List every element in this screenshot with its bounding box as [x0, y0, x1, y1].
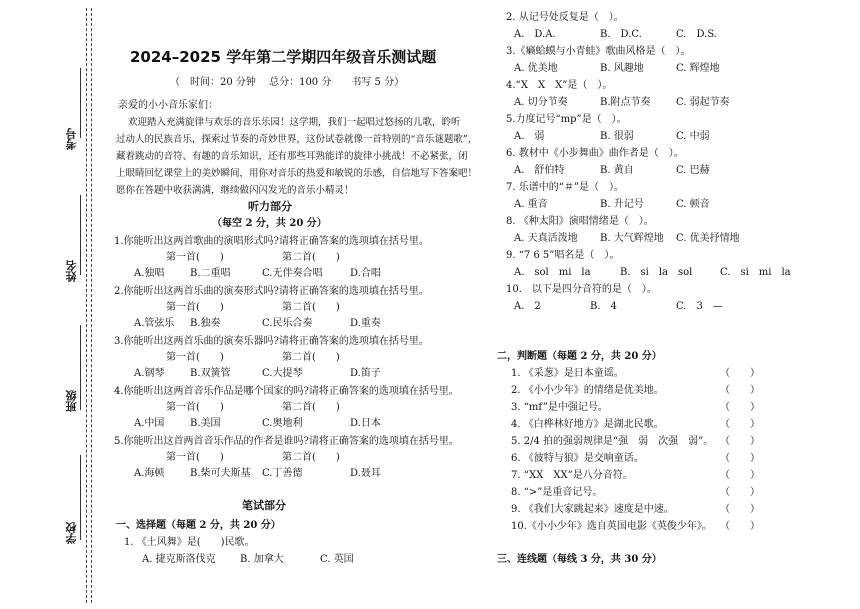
- choice-option[interactable]: C. 3 —: [676, 301, 723, 312]
- listening-question: 3.你能听出这两首乐曲的演奏乐器吗?请将正确答案的选项填在括号里。: [114, 336, 429, 347]
- choice-option[interactable]: C. 巴赫: [676, 165, 710, 176]
- choice-question: 5.力度记号“mp”是（ ）。: [506, 114, 627, 125]
- listening-heading: 听力部分: [248, 200, 292, 213]
- listening-option[interactable]: A.独唱: [134, 268, 165, 279]
- listening-question: 1.你能听出这两首歌曲的演唱形式吗?请将正确答案的选项填在括号里。: [114, 236, 429, 247]
- school-field[interactable]: [80, 455, 81, 540]
- listening-option[interactable]: B.美国: [190, 418, 221, 429]
- class-label: 班级: [65, 390, 78, 412]
- judge-answer[interactable]: （ ）: [720, 487, 760, 498]
- choice-option[interactable]: C. D.S.: [676, 29, 717, 40]
- exam-no-field[interactable]: [80, 68, 81, 138]
- choice-option[interactable]: C. 中弱: [676, 131, 710, 142]
- choice-question: 8. 《种太阳》演唱情绪是（ ）。: [506, 216, 654, 227]
- choice-option[interactable]: A. 弱: [514, 131, 545, 142]
- choice-option[interactable]: C. si mi la: [720, 267, 791, 278]
- choice-option[interactable]: B. 升记号: [600, 199, 644, 210]
- judge-item: 7. “XX XX”是八分音符。: [511, 470, 633, 481]
- listening-option[interactable]: A.钢琴: [134, 368, 165, 379]
- listening-question: 5.你能听出这首两首音乐作品的作者是谁吗?请将正确答案的选项填在括号里。: [114, 436, 459, 447]
- choice-option[interactable]: B. 4: [590, 301, 617, 312]
- choice-option[interactable]: A. D.A.: [514, 29, 556, 40]
- name-field[interactable]: [80, 195, 81, 275]
- answer-first[interactable]: 第一首( ): [166, 252, 224, 263]
- listening-question: 4.你能听出这两首音乐作品是哪个国家的吗?请将正确答案的选项填在括号里。: [114, 386, 459, 397]
- choice-option[interactable]: A. sol mi la: [514, 267, 591, 278]
- choice-option[interactable]: A. 舒伯特: [514, 165, 565, 176]
- choice-option[interactable]: B. si la sol: [620, 267, 693, 278]
- answer-second[interactable]: 第二首( ): [282, 452, 340, 463]
- listening-option[interactable]: C.奥地利: [262, 418, 303, 429]
- judge-heading: 二，判断题（每题 2 分，共 20 分）: [497, 351, 662, 362]
- choice-option[interactable]: C. 辉煌地: [676, 63, 720, 74]
- class-field[interactable]: [80, 325, 81, 410]
- choice-question: 2. 从记号处反复是（ ）。: [506, 12, 624, 23]
- judge-answer[interactable]: （ ）: [720, 453, 760, 464]
- intro-line: 上眼睛回忆课堂上的美妙瞬间，用你对音乐的热爱和敏锐的乐感，自信地写下答案吧！: [116, 168, 478, 179]
- intro-line: 愿你在答题中收获满满，继续做闪闪发光的音乐小精灵！: [116, 185, 354, 196]
- choice-question: 1. 《土风舞》是( )民歌。: [124, 537, 255, 548]
- answer-second[interactable]: 第二首( ): [282, 402, 340, 413]
- judge-item: 8. “>”是重音记号。: [511, 487, 603, 498]
- answer-first[interactable]: 第一首( ): [166, 452, 224, 463]
- binding-line: [86, 8, 87, 603]
- choice-question: 10. 以下是四分音符的是（ ）。: [506, 284, 657, 295]
- written-heading: 笔试部分: [242, 499, 286, 512]
- judge-answer[interactable]: （ ）: [720, 436, 760, 447]
- listening-option[interactable]: B.柴可夫斯基: [190, 468, 251, 479]
- binding-line: [91, 8, 92, 603]
- choice-option[interactable]: C. 弱起节奏: [676, 97, 730, 108]
- listening-score: （每空 2 分，共 20 分）: [212, 218, 327, 229]
- listening-option[interactable]: D.聂耳: [350, 468, 381, 479]
- listening-option[interactable]: B.独奏: [190, 318, 221, 329]
- greeting: 亲爱的小小音乐家们：: [118, 100, 218, 111]
- answer-first[interactable]: 第一首( ): [166, 302, 224, 313]
- judge-item: 6. 《彼特与狼》是交响童话。: [511, 453, 644, 464]
- choice-option[interactable]: A. 捷克斯洛伐克: [142, 554, 216, 565]
- choice-heading: 一、选择题（每题 2 分，共 20 分）: [116, 520, 281, 531]
- listening-option[interactable]: A.中国: [134, 418, 165, 429]
- intro-line: 藏着跳动的音符、有趣的音乐知识，还有那些耳熟能详的旋律小挑战！不必紧张，闭: [116, 151, 468, 162]
- judge-answer[interactable]: （ ）: [720, 521, 760, 532]
- judge-item: 2. 《小小少年》的情绪是优美地。: [511, 385, 664, 396]
- choice-option[interactable]: B.附点节奏: [600, 97, 651, 108]
- choice-option[interactable]: C. 英国: [320, 554, 354, 565]
- judge-answer[interactable]: （ ）: [720, 419, 760, 430]
- judge-answer[interactable]: （ ）: [720, 504, 760, 515]
- judge-item: 5. 2/4 拍的强弱规律是“强 弱 次强 弱”。: [511, 436, 714, 447]
- judge-answer[interactable]: （ ）: [720, 385, 760, 396]
- listening-option[interactable]: C.无伴奏合唱: [262, 268, 323, 279]
- name-label: 姓名: [65, 260, 78, 282]
- matching-heading: 三、连线题（每线 3 分，共 30 分）: [497, 554, 662, 565]
- choice-option[interactable]: C. 顿音: [676, 199, 710, 210]
- choice-option[interactable]: A. 优美地: [514, 63, 558, 74]
- choice-option[interactable]: B. 风趣地: [600, 63, 644, 74]
- answer-second[interactable]: 第二首( ): [282, 252, 340, 263]
- judge-item: 10.《小小少年》选自英国电影《英俊少年》。: [511, 521, 712, 532]
- answer-second[interactable]: 第二首( ): [282, 302, 340, 313]
- choice-question: 9. “7 6 5”唱名是（ ）。: [506, 250, 620, 261]
- choice-option[interactable]: B. 加拿大: [240, 554, 284, 565]
- exam-info: （ 时间：20 分钟 总分：100 分 书写 5 分）: [170, 77, 405, 88]
- answer-second[interactable]: 第二首( ): [282, 352, 340, 363]
- listening-option[interactable]: C.丁善德: [262, 468, 303, 479]
- judge-item: 4. 《白桦林好地方》是湖北民歌。: [511, 419, 664, 430]
- choice-option[interactable]: C. 优美抒情地: [676, 233, 740, 244]
- intro-line: 欢迎踏入充满旋律与欢乐的音乐乐园！这学期，我们一起唱过悠扬的儿歌，聆听: [128, 117, 461, 128]
- choice-option[interactable]: B. 很弱: [600, 131, 634, 142]
- intro-line: 过动人的民族音乐，探索过节奏的奇妙世界，这份试卷就像一首特别的“音乐谜题歌”，: [116, 134, 478, 145]
- choice-option[interactable]: A. 切分节奏: [514, 97, 568, 108]
- listening-question: 2.你能听出这两首乐曲的演奏形式吗?请将正确答案的选项填在括号里。: [114, 286, 429, 297]
- listening-option[interactable]: D.笛子: [350, 368, 381, 379]
- listening-option[interactable]: A.管弦乐: [134, 318, 175, 329]
- listening-option[interactable]: A.海顿: [134, 468, 165, 479]
- answer-first[interactable]: 第一首( ): [166, 402, 224, 413]
- choice-option[interactable]: B. 黄自: [600, 165, 634, 176]
- judge-answer[interactable]: （ ）: [720, 470, 760, 481]
- answer-first[interactable]: 第一首( ): [166, 352, 224, 363]
- listening-option[interactable]: C.民乐合奏: [262, 318, 313, 329]
- choice-question: 7. 乐谱中的“＃”是（ ）。: [506, 182, 624, 193]
- listening-option[interactable]: D.合唱: [350, 268, 381, 279]
- judge-item: 3. “mf”是中强记号。: [511, 402, 608, 413]
- choice-option[interactable]: A. 2: [514, 301, 541, 312]
- judge-item: 1. 《采葱》是日本童谣。: [511, 368, 624, 379]
- school-label: 学校: [65, 522, 78, 544]
- page-title: 2024–2025 学年第二学期四年级音乐测试题: [130, 48, 437, 66]
- exam-no-label: 考号: [65, 128, 78, 150]
- choice-question: 3.《癞蛤蟆与小青蛙》歌曲风格是（ ）。: [506, 46, 691, 57]
- choice-option[interactable]: B. 大气辉煌地: [600, 233, 664, 244]
- choice-option[interactable]: A. 重音: [514, 199, 548, 210]
- choice-question: 6. 教材中《小步舞曲》曲作者是（ ）。: [506, 148, 684, 159]
- judge-item: 9. 《我们大家跳起来》速度是中速。: [511, 504, 674, 515]
- listening-option[interactable]: D.日本: [350, 418, 381, 429]
- listening-option[interactable]: C.大提琴: [262, 368, 303, 379]
- choice-question: 4.“X X X”是（ ）。: [506, 80, 613, 91]
- choice-option[interactable]: B. D.C.: [600, 29, 642, 40]
- judge-answer[interactable]: （ ）: [720, 402, 760, 413]
- listening-option[interactable]: D.重奏: [350, 318, 381, 329]
- listening-option[interactable]: B.双簧管: [190, 368, 231, 379]
- choice-option[interactable]: A. 天真活泼地: [514, 233, 578, 244]
- judge-answer[interactable]: （ ）: [720, 368, 760, 379]
- listening-option[interactable]: B.二重唱: [190, 268, 231, 279]
